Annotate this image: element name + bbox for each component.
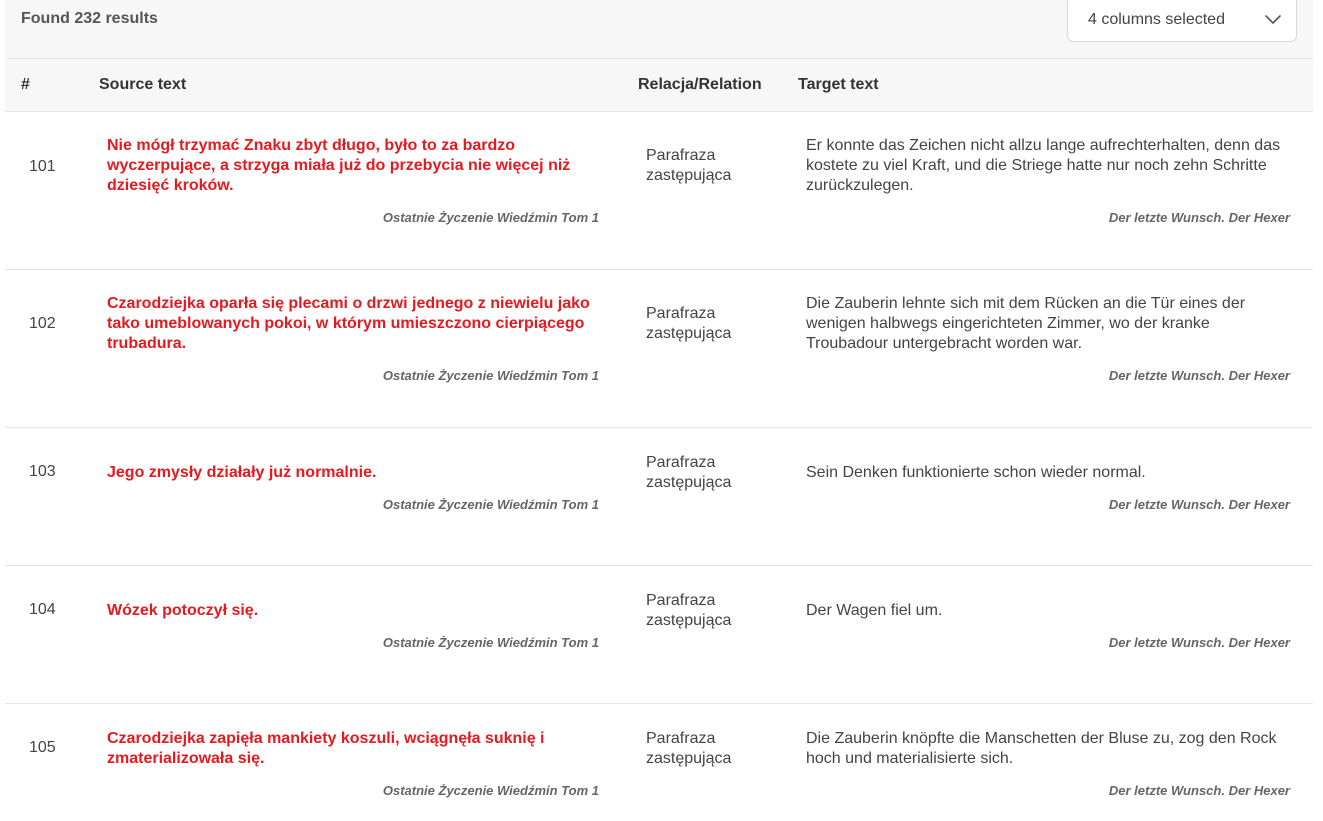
source-book: Ostatnie Życzenie Wiedźmin Tom 1 [382,635,599,650]
target-book: Der letzte Wunsch. Der Hexer [1108,783,1290,798]
table-row[interactable] [5,566,1313,704]
target-book: Der letzte Wunsch. Der Hexer [1108,497,1290,512]
results-toolbar [5,0,1313,59]
target-text: Die Zauberin lehnte sich mit dem Rücken an die Tür eines der wenigen halbwegs eingerichteten Zimmer, wo der kranke Troubadour untergebracht worden war. [806,295,1246,352]
relation: Parafraza zastępująca [646,730,732,767]
row-number: 102 [29,315,56,332]
results-count: Found 232 results [21,10,158,27]
relation: Parafraza zastępująca [646,592,732,629]
source-text: Wózek potoczył się. [107,602,259,619]
row-number: 105 [29,739,56,756]
target-book: Der letzte Wunsch. Der Hexer [1108,210,1290,225]
source-text: Czarodziejka zapięła mankiety koszuli, wciągnęła suknię i zmaterializowała się. [107,730,545,767]
header-relation[interactable]: Relacja/Relation [638,76,762,93]
chevron-down-icon [1264,10,1282,28]
results-panel [5,0,1313,821]
row-number: 103 [29,463,56,480]
columns-select-label: 4 columns selected [1088,11,1225,28]
columns-select[interactable] [1067,0,1297,42]
source-book: Ostatnie Życzenie Wiedźmin Tom 1 [382,783,599,798]
target-book: Der letzte Wunsch. Der Hexer [1108,635,1290,650]
target-text: Der Wagen fiel um. [806,602,943,619]
source-text: Nie mógł trzymać Znaku zbyt długo, było to za bardzo wyczerpujące, a strzyga miała już do przebycia nie więcej niż dziesięć kroków. [107,137,571,194]
row-number: 101 [29,158,56,175]
source-book: Ostatnie Życzenie Wiedźmin Tom 1 [382,368,599,383]
source-book: Ostatnie Życzenie Wiedźmin Tom 1 [382,210,599,225]
table-row[interactable] [5,270,1313,428]
relation: Parafraza zastępująca [646,454,732,491]
target-text: Die Zauberin knöpfte die Manschetten der Bluse zu, zog den Rock hoch und materialisierte sich. [806,730,1277,767]
table-header [5,59,1313,112]
table-row[interactable] [5,704,1313,821]
results-table-body [5,112,1313,821]
header-target-text[interactable]: Target text [798,76,879,93]
table-row[interactable] [5,112,1313,270]
relation: Parafraza zastępująca [646,147,732,184]
target-text: Sein Denken funktionierte schon wieder normal. [806,464,1146,481]
header-source-text[interactable]: Source text [99,76,187,93]
source-text: Jego zmysły działały już normalnie. [107,464,377,481]
source-book: Ostatnie Życzenie Wiedźmin Tom 1 [382,497,599,512]
source-text: Czarodziejka oparła się plecami o drzwi jednego z niewielu jako tako umeblowanych pokoi, w którym umieszczono cierpiącego trubadura. [107,295,590,352]
row-number: 104 [29,601,56,618]
target-text: Er konnte das Zeichen nicht allzu lange aufrechterhalten, denn das kostete zu viel Kraft, und die Striege hatte nur noch zehn Schritte zurückzulegen. [806,137,1281,194]
target-book: Der letzte Wunsch. Der Hexer [1108,368,1290,383]
relation: Parafraza zastępująca [646,305,732,342]
table-row[interactable] [5,428,1313,566]
header-number[interactable]: # [21,76,30,93]
